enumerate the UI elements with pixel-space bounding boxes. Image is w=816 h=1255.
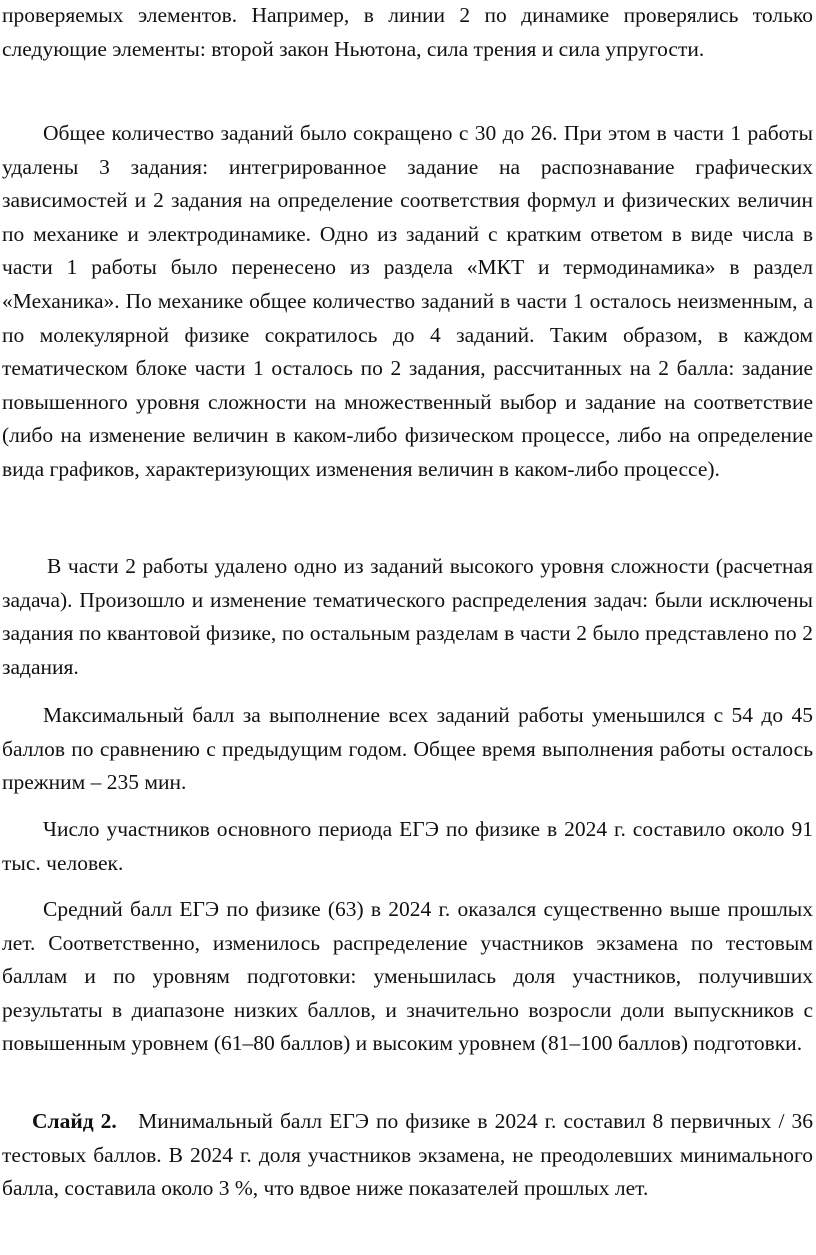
paragraph-4: Максимальный балл за выполнение всех заданий работы уменьшился с 54 до 45 баллов по сравнению с предыдущим годом. Общее время выполнения работы осталось прежним – 235 мин.: [2, 703, 813, 795]
paragraph-2: Общее количество заданий было сокращено с 30 до 26. При этом в части 1 работы удалены 3 задания: интегрированное задание на распознавание графических зависимостей и 2 задания на определение соответствия формул и физических величин по механике и электродинамике. Одно из заданий с кратким ответом в виде числа в части 1 работы было перенесено из раздела «МКТ и термодинамика» в раздел «Механика». По механике общее количество заданий в части 1 осталось неизменным, а по молекулярной физике сократилось до 4 заданий. Таким образом, в каждом тематическом блоке части 1 осталось по 2 задания, рассчитанных на 2 балла: задание повышенного уровня сложности на множественный выбор и задание на соответствие (либо на изменение величин в каком-либо физическом процессе, либо на определение вида графиков, характеризующих изменения величин в каком-либо процессе).: [2, 121, 813, 481]
paragraph-slide-2: [2, 1105, 813, 1206]
paragraph-1: проверяемых элементов. Например, в линии 2 по динамике проверялись только следующие элементы: второй закон Ньютона, сила трения и сила упругости.: [2, 3, 813, 61]
slide-label: Слайд 2.: [32, 1109, 117, 1133]
paragraph-5: Число участников основного периода ЕГЭ по физике в 2024 г. составило около 91 тыс. человек.: [2, 817, 813, 875]
slide-text: Минимальный балл ЕГЭ по физике в 2024 г. составил 8 первичных / 36 тестовых баллов. В 2024 г. доля участников экзамена, не преодолевших минимального балла, составила около 3 %, что вдвое ниже показателей прошлых лет.: [2, 1109, 814, 1201]
paragraph-3: В части 2 работы удалено одно из заданий высокого уровня сложности (расчетная задача). Произошло и изменение тематического распределения задач: были исключены задания по квантовой физике, по остальным разделам в части 2 было представлено по 2 задания.: [2, 554, 813, 679]
paragraph-6: Средний балл ЕГЭ по физике (63) в 2024 г. оказался существенно выше прошлых лет. Соответственно, изменилось распределение участников экзамена по тестовым баллам и по уровням подготовки: уменьшилась доля участников, получивших результаты в диапазоне низких баллов, и значительно возросли доли выпускников с повышенным уровнем (61–80 баллов) и высоким уровнем (81–100 баллов) подготовки.: [2, 897, 813, 1056]
